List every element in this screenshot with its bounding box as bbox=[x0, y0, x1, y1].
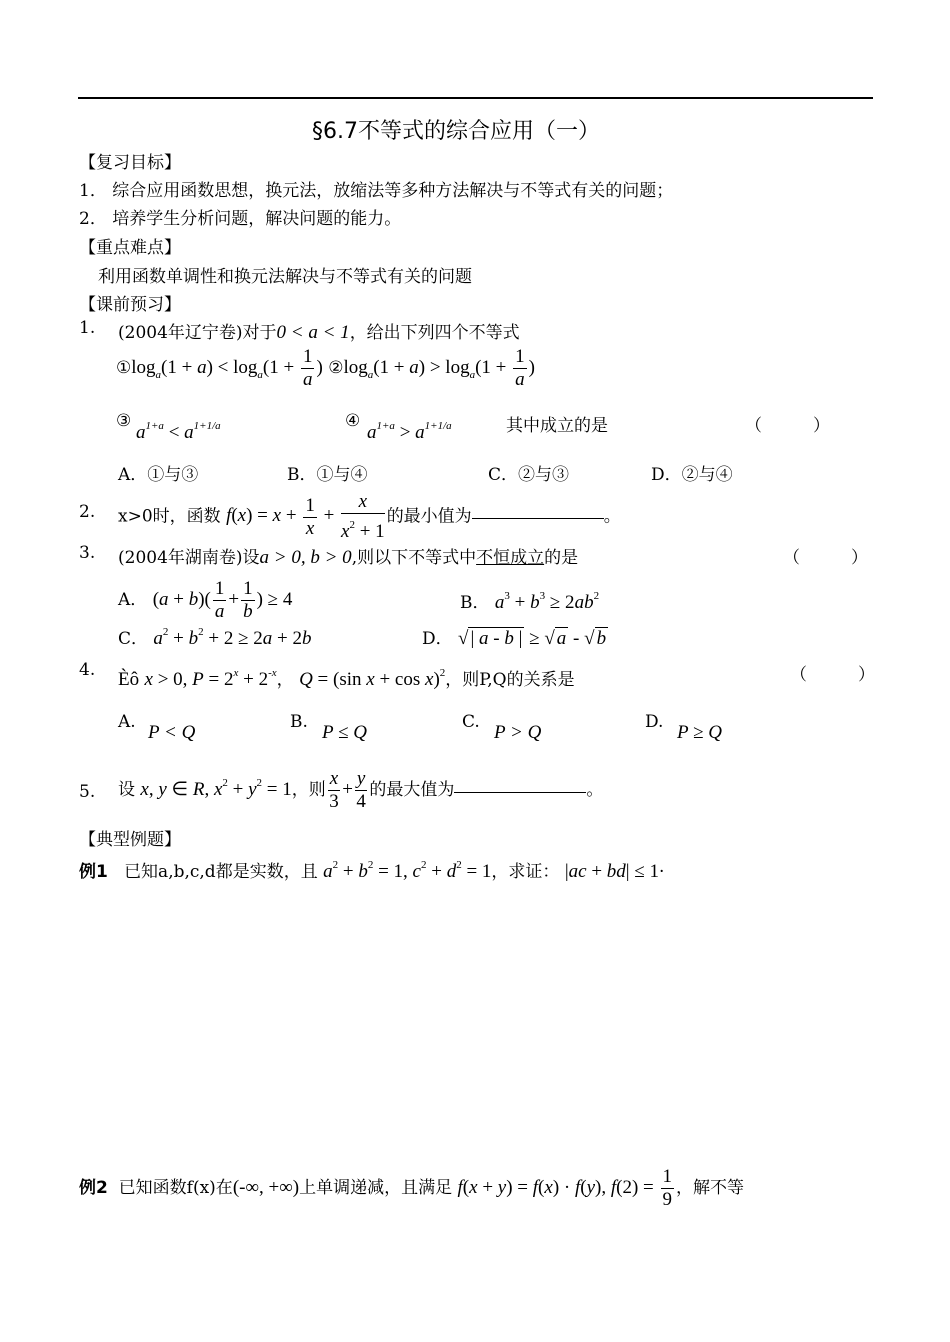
example-2-label: 例2 bbox=[79, 1177, 108, 1198]
q1-stem bbox=[118, 318, 520, 344]
q1-condition: 0 < a < 1 bbox=[276, 322, 350, 343]
section-review-goals: 【复习目标】 bbox=[79, 153, 181, 173]
q4-option-c-label: C. bbox=[462, 712, 480, 732]
q1-option-a: A．①与③ bbox=[118, 465, 199, 485]
q5-answer-blank[interactable] bbox=[454, 792, 586, 793]
q1-source: (2004年辽宁卷)对于 bbox=[118, 323, 277, 343]
q3-answer-paren: （ ） bbox=[783, 548, 868, 568]
example-1-label: 例1 bbox=[79, 862, 108, 882]
q5-stem bbox=[118, 768, 603, 813]
example-2-mid: 上单调递减，且满足 bbox=[299, 1177, 453, 1198]
example-1-end: · bbox=[659, 862, 665, 882]
q1-ask: 其中成立的是 bbox=[506, 416, 608, 436]
q1-choice-4-formula: $a^{1+a} > a^{1+1/a}$ bbox=[367, 420, 452, 443]
q3-mid: ,则以下不等式中 bbox=[351, 548, 477, 568]
goal-1: 1． 综合应用函数思想，换元法，放缩法等多种方法解决与不等式有关的问题； bbox=[79, 181, 674, 201]
q5-pre: 设 bbox=[118, 779, 135, 800]
q1-choice-1-formula: $\log_a(1 + a) < \log_a(1$ + $\frac{1}{a}$ ) bbox=[131, 346, 323, 390]
example-1-mid: ，求证： bbox=[491, 862, 560, 882]
q2-stem bbox=[118, 491, 621, 543]
q2-post: 的最小值为 bbox=[386, 506, 472, 527]
example-2-pre: 已知函数f(x)在 bbox=[118, 1177, 233, 1198]
q3-option-a-formula: (a + b)( $\frac{1}{a}$ + $\frac{1}{b}$ ) ≥ 4 bbox=[152, 578, 293, 622]
q5-expression: $\frac{x}{3}$ + $\frac{y}{4}$ bbox=[329, 768, 366, 812]
q1-choice-3-formula: $a^{1+a} < a^{1+1/a}$ bbox=[136, 420, 221, 443]
example-1-pre: 已知a,b,c,d都是实数，且 bbox=[124, 862, 318, 882]
q1-choice-1-mark: ① bbox=[116, 357, 132, 378]
q4-option-a-formula: P < Q bbox=[148, 722, 196, 743]
q2-function: f(x) = x + $\frac{1}{x}$ + $\frac{x}{x^2 + 1}$ bbox=[226, 491, 385, 542]
q1-choice-3-mark: ③ bbox=[116, 411, 132, 431]
q3-option-c-label: C． bbox=[118, 629, 149, 649]
q4-option-b-label: B. bbox=[290, 712, 308, 732]
q4-definition-p: x > 0, $P = 2^x + 2^{-x}$ bbox=[144, 667, 277, 690]
q4-option-a-label: A. bbox=[118, 712, 136, 732]
q1-option-c: C．②与③ bbox=[488, 465, 570, 485]
q4-number: 4. bbox=[79, 660, 96, 680]
q5-mid: ，则 bbox=[291, 779, 326, 800]
q1-choices-row-1 bbox=[116, 346, 535, 391]
section-examples: 【典型例题】 bbox=[79, 830, 181, 850]
q3-option-d bbox=[422, 624, 608, 650]
example-1-claim: |ac + bd| ≤ 1 bbox=[564, 861, 660, 882]
q4-definition-q: Q = (sin x + cos x)$^2$ bbox=[299, 667, 446, 690]
q1-option-b: B．①与④ bbox=[287, 465, 368, 485]
q3-option-d-label: D． bbox=[422, 629, 453, 649]
q2-answer-blank[interactable] bbox=[472, 518, 604, 519]
q4-garbled-text: Èô bbox=[118, 669, 140, 690]
example-2-post: ，解不等 bbox=[676, 1177, 744, 1198]
q1-option-d: D．②与④ bbox=[651, 465, 733, 485]
q3-option-a-label: A． bbox=[118, 589, 148, 610]
goal-2: 2． 培养学生分析问题，解决问题的能力。 bbox=[79, 209, 402, 229]
q3-number: 3. bbox=[79, 543, 96, 563]
q3-option-b bbox=[460, 588, 599, 614]
q1-number: 1. bbox=[79, 318, 96, 338]
q3-option-d-formula: √ | a - b | ≥ √ a - √ b bbox=[458, 628, 607, 649]
example-2-interval: (-∞, +∞) bbox=[232, 1176, 300, 1198]
q5-number: 5. bbox=[79, 782, 96, 802]
example-2-condition: f(x + y) = f(x) · f(y), f(2) = $\frac{1}{9}$ bbox=[457, 1166, 672, 1210]
q4-option-b-formula: P ≤ Q bbox=[322, 722, 367, 743]
q4-answer-paren: （ ） bbox=[790, 665, 875, 685]
q4-option-c-formula: P > Q bbox=[494, 722, 542, 743]
q5-condition: x, y ∈ R, $x^2 + y^2 = 1$ bbox=[140, 776, 292, 800]
header-rule bbox=[78, 97, 873, 99]
q3-option-c-formula: $a^2 + b^2 + 2 \ge 2a + 2b$ bbox=[153, 626, 312, 649]
q5-post: 的最大值为 bbox=[369, 779, 455, 800]
q4-option-d-label: D. bbox=[645, 712, 664, 732]
q4-option-d-formula: P ≥ Q bbox=[677, 722, 722, 743]
q1-choice-4-mark: ④ bbox=[345, 411, 361, 431]
key-point: 利用函数单调性和换元法解决与不等式有关的问题 bbox=[98, 267, 472, 287]
q3-option-b-label: B． bbox=[460, 593, 490, 613]
page-title: §6.7不等式的综合应用（一） bbox=[312, 119, 600, 144]
example-2 bbox=[79, 1166, 744, 1211]
q2-number: 2. bbox=[79, 502, 96, 522]
q4-post: ，则P,Q的关系是 bbox=[445, 670, 575, 690]
section-preview: 【课前预习】 bbox=[79, 295, 181, 315]
q1-answer-paren: （ ） bbox=[745, 416, 830, 436]
q3-option-a bbox=[118, 578, 292, 623]
q5-end: 。 bbox=[586, 779, 604, 800]
q3-option-c bbox=[118, 624, 312, 650]
q3-stem bbox=[118, 543, 578, 569]
q1-choice-2-formula: $\log_a(1 + a) > \log_a(1$ + $\frac{1}{a}$ ) bbox=[343, 346, 535, 390]
q2-end: 。 bbox=[603, 506, 621, 527]
q4-stem: Èô x > 0, $P = 2^x + 2^{-x}$， Q = (sin x + cos x)$^2$，则P,Q的关系是 bbox=[118, 667, 575, 690]
example-1 bbox=[79, 857, 664, 883]
q2-pre: x>0时，函数 bbox=[118, 506, 221, 527]
q3-post: 的是 bbox=[544, 548, 579, 568]
q3-condition: a > 0, b > 0 bbox=[259, 547, 352, 568]
q1-tail: ，给出下列四个不等式 bbox=[349, 323, 520, 343]
q3-underlined: 不恒成立 bbox=[476, 548, 545, 568]
q3-pre: (2004年湖南卷)设 bbox=[118, 548, 260, 568]
example-1-condition: $a^2 + b^2 = 1$, $c^2 + d^2 = 1$ bbox=[323, 859, 492, 882]
q1-choice-2-mark: ② bbox=[328, 357, 344, 378]
section-key-points: 【重点难点】 bbox=[79, 238, 181, 258]
q3-option-b-formula: $a^3 + b^3 \ge 2ab^2$ bbox=[494, 590, 600, 613]
